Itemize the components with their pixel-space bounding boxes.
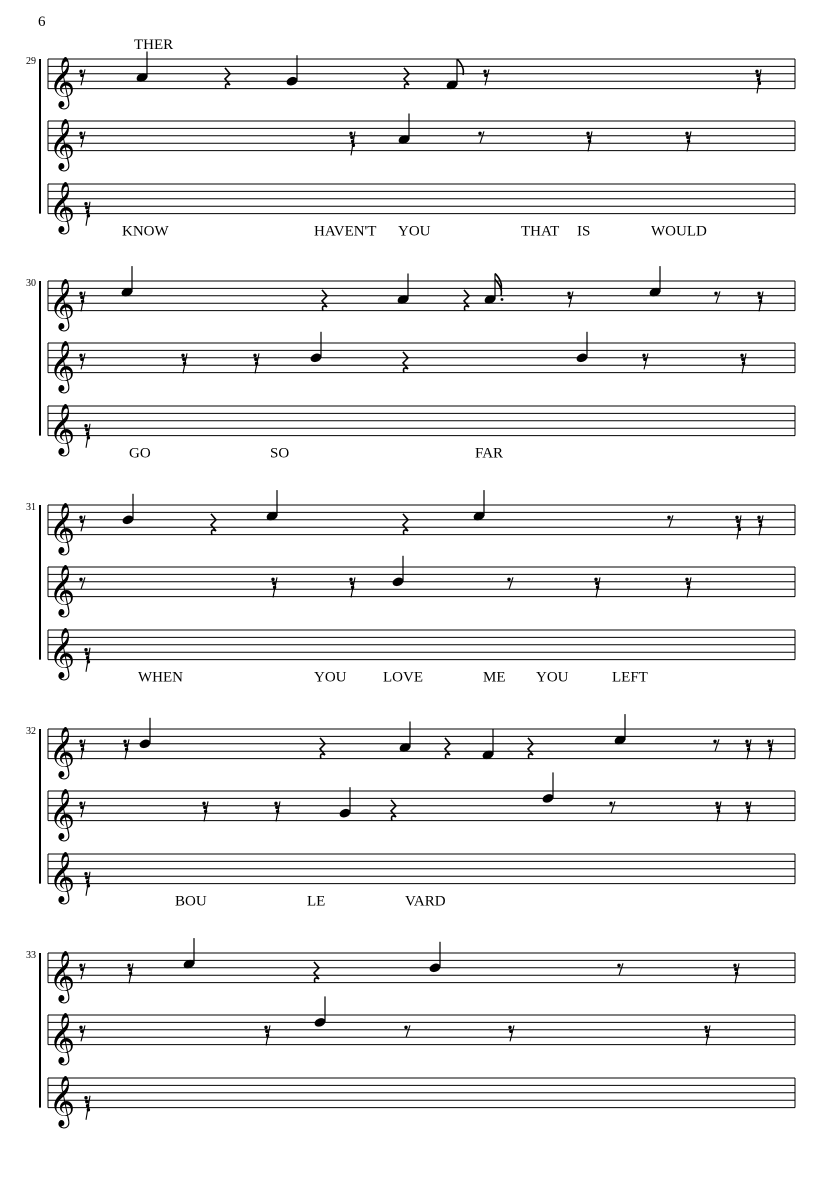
treble-clef-icon: 𝄞 <box>49 627 76 679</box>
treble-clef-icon: 𝄞 <box>49 181 76 233</box>
rest-flag-dot <box>484 74 487 77</box>
rest-flag-dot <box>686 136 689 139</box>
rest-flag-dot <box>202 802 205 805</box>
rest-flag-dot <box>717 810 720 813</box>
rest-flag-dot <box>85 652 88 655</box>
rest-flag-dot <box>86 1104 89 1107</box>
rest-flag-dot <box>80 296 83 299</box>
rest-flag-dot <box>756 74 759 77</box>
rest-flag-dot <box>757 78 760 81</box>
measure-number: 30 <box>26 278 36 289</box>
rest-flag-dot <box>483 70 486 73</box>
rest-flag-dot <box>705 1030 708 1033</box>
rest-flag-dot <box>715 802 718 805</box>
rest-flag-dot <box>275 806 278 809</box>
lyric-above: THER <box>134 37 174 53</box>
rest-flag-dot <box>80 1030 83 1033</box>
staff-2 <box>48 556 795 618</box>
quarter-rest <box>211 514 216 535</box>
quarter-rest <box>403 514 408 535</box>
rest-flag-dot <box>404 1026 407 1029</box>
lyric: YOU <box>314 669 347 686</box>
lyric: HAVEN'T <box>314 223 377 240</box>
rest-flag-dot <box>264 1026 267 1029</box>
rest-flag-dot <box>80 744 83 747</box>
rest-flag-dot <box>706 1034 709 1037</box>
rest-flag-dot <box>254 358 257 361</box>
rest-flag-dot <box>742 362 745 365</box>
rest-flag-dot <box>769 748 772 751</box>
rest-flag-dot <box>273 586 276 589</box>
lyric: WHEN <box>138 669 183 686</box>
rest-flag-dot <box>127 964 130 967</box>
treble-clef-icon: 𝄞 <box>49 726 76 778</box>
rest-flag-dot <box>203 806 206 809</box>
page-number: 6 <box>38 14 46 30</box>
lyric: YOU <box>398 223 431 240</box>
quarter-rest <box>403 352 408 373</box>
staff-1 <box>48 938 795 1004</box>
rest-flag-dot <box>79 132 82 135</box>
rest-flag-dot <box>733 964 736 967</box>
treble-clef-icon: 𝄞 <box>49 564 76 616</box>
treble-clef-icon: 𝄞 <box>49 851 76 903</box>
measure-number: 33 <box>26 950 36 961</box>
treble-clef-icon: 𝄞 <box>49 118 76 170</box>
staff-2 <box>48 772 795 841</box>
rest-flag-dot <box>253 354 256 357</box>
rest-flag-dot <box>87 214 90 217</box>
rest-flag-dot <box>586 132 589 135</box>
staff-1 <box>48 714 795 780</box>
rest-flag-dot <box>746 744 749 747</box>
rest-flag-dot <box>128 968 131 971</box>
rest-flag-dot <box>352 144 355 147</box>
rest-flag-dot <box>81 300 84 303</box>
lyric: LEFT <box>612 669 648 686</box>
treble-clef-icon: 𝄞 <box>49 1075 76 1127</box>
rest-flag-dot <box>741 358 744 361</box>
rest-flag-dot <box>735 516 738 519</box>
staff-3 <box>48 404 795 457</box>
staff-3 <box>48 1076 795 1129</box>
rest-flag-dot <box>617 964 620 967</box>
rest-flag-dot <box>87 436 90 439</box>
rest-flag-dot <box>595 582 598 585</box>
quarter-rest <box>464 290 469 311</box>
lyric: THAT <box>521 223 560 240</box>
rest-flag-dot <box>183 362 186 365</box>
rest-flag-dot <box>768 744 771 747</box>
rest-flag-dot <box>85 1100 88 1103</box>
rest-flag-dot <box>84 872 87 875</box>
rest-flag-dot <box>271 578 274 581</box>
rest-flag-dot <box>79 740 82 743</box>
system-1 <box>26 37 795 240</box>
rest-flag-dot <box>274 802 277 805</box>
rest-flag-dot <box>87 660 90 663</box>
rest-flag-dot <box>747 748 750 751</box>
rest-flag-dot <box>86 880 89 883</box>
augmentation-dot <box>501 298 504 301</box>
quarter-rest <box>322 290 327 311</box>
rest-flag-dot <box>759 524 762 527</box>
rest-flag-dot <box>276 810 279 813</box>
rest-flag-dot <box>509 1030 512 1033</box>
rest-flag-dot <box>704 1026 707 1029</box>
rest-flag-dot <box>507 578 510 581</box>
rest-flag-dot <box>80 806 83 809</box>
rest-flag-dot <box>85 206 88 209</box>
staff-1 <box>48 266 795 332</box>
rest-flag-dot <box>79 516 82 519</box>
rest-flag-dot <box>758 82 761 85</box>
staff-1 <box>48 52 795 110</box>
rest-flag-dot <box>568 296 571 299</box>
rest-flag-dot <box>687 140 690 143</box>
rest-flag-dot <box>85 876 88 879</box>
rest-flag-dot <box>740 354 743 357</box>
rest-flag-dot <box>758 296 761 299</box>
rest-flag-dot <box>79 578 82 581</box>
rest-flag-dot <box>757 516 760 519</box>
rest-flag-dot <box>80 968 83 971</box>
rest-flag-dot <box>596 586 599 589</box>
rest-flag-dot <box>123 740 126 743</box>
rest-flag-dot <box>349 132 352 135</box>
quarter-rest <box>225 68 230 89</box>
rest-flag-dot <box>84 1096 87 1099</box>
rest-flag-dot <box>685 578 688 581</box>
lyric: IS <box>577 223 591 240</box>
rest-flag-dot <box>587 136 590 139</box>
quarter-rest <box>404 68 409 89</box>
rest-flag-dot <box>80 74 83 77</box>
rest-flag-dot <box>734 968 737 971</box>
system-3 <box>26 490 795 685</box>
rest-flag-dot <box>747 810 750 813</box>
rest-flag-dot <box>745 802 748 805</box>
rest-flag-dot <box>643 358 646 361</box>
rest-flag-dot <box>125 748 128 751</box>
rest-flag-dot <box>767 740 770 743</box>
rest-flag-dot <box>757 292 760 295</box>
rest-flag-dot <box>746 806 749 809</box>
treble-clef-icon: 𝄞 <box>49 788 76 840</box>
rest-flag-dot <box>84 202 87 205</box>
rest-flag-dot <box>85 428 88 431</box>
lyric: YOU <box>536 669 569 686</box>
rest-flag-dot <box>685 132 688 135</box>
lyric: KNOW <box>122 223 169 240</box>
lyric: BOU <box>175 893 207 910</box>
treble-clef-icon: 𝄞 <box>49 340 76 392</box>
rest-flag-dot <box>80 358 83 361</box>
rest-flag-dot <box>266 1034 269 1037</box>
rest-flag-dot <box>716 806 719 809</box>
lyric: VARD <box>405 893 446 910</box>
rest-flag-dot <box>80 136 83 139</box>
rest-flag-dot <box>350 136 353 139</box>
rest-flag-dot <box>642 354 645 357</box>
rest-flag-dot <box>204 810 207 813</box>
lyric: FAR <box>475 445 504 462</box>
rest-flag-dot <box>737 524 740 527</box>
rest-flag-dot <box>79 964 82 967</box>
rest-flag-dot <box>609 802 612 805</box>
system-4 <box>26 714 795 910</box>
rest-flag-dot <box>736 520 739 523</box>
lyric: LE <box>307 893 326 910</box>
lyric: GO <box>129 445 151 462</box>
measure-number: 32 <box>26 726 36 737</box>
rest-flag-dot <box>84 648 87 651</box>
rest-flag-dot <box>687 586 690 589</box>
rest-flag-dot <box>351 586 354 589</box>
staff-2 <box>48 332 795 394</box>
staff-2 <box>48 996 795 1065</box>
rest-flag-dot <box>594 578 597 581</box>
quarter-rest <box>391 800 396 821</box>
treble-clef-icon: 𝄞 <box>49 56 76 108</box>
staff-2 <box>48 114 795 172</box>
system-5 <box>26 938 795 1129</box>
rest-flag-dot <box>129 972 132 975</box>
lyric: WOULD <box>651 223 707 240</box>
rest-flag-dot <box>735 972 738 975</box>
rest-flag-dot <box>265 1030 268 1033</box>
quarter-rest <box>445 738 450 759</box>
treble-clef-icon: 𝄞 <box>49 403 76 455</box>
quarter-rest <box>320 738 325 759</box>
treble-clef-icon: 𝄞 <box>49 1012 76 1064</box>
measure-number: 31 <box>26 502 36 513</box>
lyric: SO <box>270 445 290 462</box>
rest-flag-dot <box>79 70 82 73</box>
rest-flag-dot <box>755 70 758 73</box>
rest-flag-dot <box>686 582 689 585</box>
treble-clef-icon: 𝄞 <box>49 950 76 1002</box>
rest-flag-dot <box>124 744 127 747</box>
rest-flag-dot <box>87 884 90 887</box>
rest-flag-dot <box>182 358 185 361</box>
rest-flag-dot <box>181 354 184 357</box>
rest-flag-dot <box>86 656 89 659</box>
rest-flag-dot <box>255 362 258 365</box>
rest-flag-dot <box>567 292 570 295</box>
rest-flag-dot <box>713 740 716 743</box>
quarter-rest <box>528 738 533 759</box>
rest-flag-dot <box>87 1108 90 1111</box>
rest-flag-dot <box>745 740 748 743</box>
rest-flag-dot <box>478 132 481 135</box>
rest-flag-dot <box>350 582 353 585</box>
system-2 <box>26 266 795 462</box>
rest-flag-dot <box>508 1026 511 1029</box>
rest-flag-dot <box>758 520 761 523</box>
rest-flag-dot <box>80 520 83 523</box>
treble-clef-icon: 𝄞 <box>49 278 76 330</box>
rest-flag-dot <box>714 292 717 295</box>
rest-flag-dot <box>351 140 354 143</box>
rest-flag-dot <box>79 292 82 295</box>
rest-flag-dot <box>86 432 89 435</box>
rest-flag-dot <box>84 424 87 427</box>
rest-flag-dot <box>667 516 670 519</box>
rest-flag-dot <box>272 582 275 585</box>
rest-flag-dot <box>86 210 89 213</box>
rest-flag-dot <box>588 140 591 143</box>
rest-flag-dot <box>349 578 352 581</box>
lyric: LOVE <box>383 669 423 686</box>
rest-flag-dot <box>81 748 84 751</box>
rest-flag-dot <box>79 354 82 357</box>
rest-flag-dot <box>79 1026 82 1029</box>
lyric: ME <box>483 669 506 686</box>
rest-flag-dot <box>738 528 741 531</box>
measure-number: 29 <box>26 56 36 67</box>
quarter-rest <box>314 962 319 983</box>
treble-clef-icon: 𝄞 <box>49 502 76 554</box>
staff-1 <box>48 490 795 555</box>
rest-flag-dot <box>79 802 82 805</box>
rest-flag-dot <box>759 300 762 303</box>
